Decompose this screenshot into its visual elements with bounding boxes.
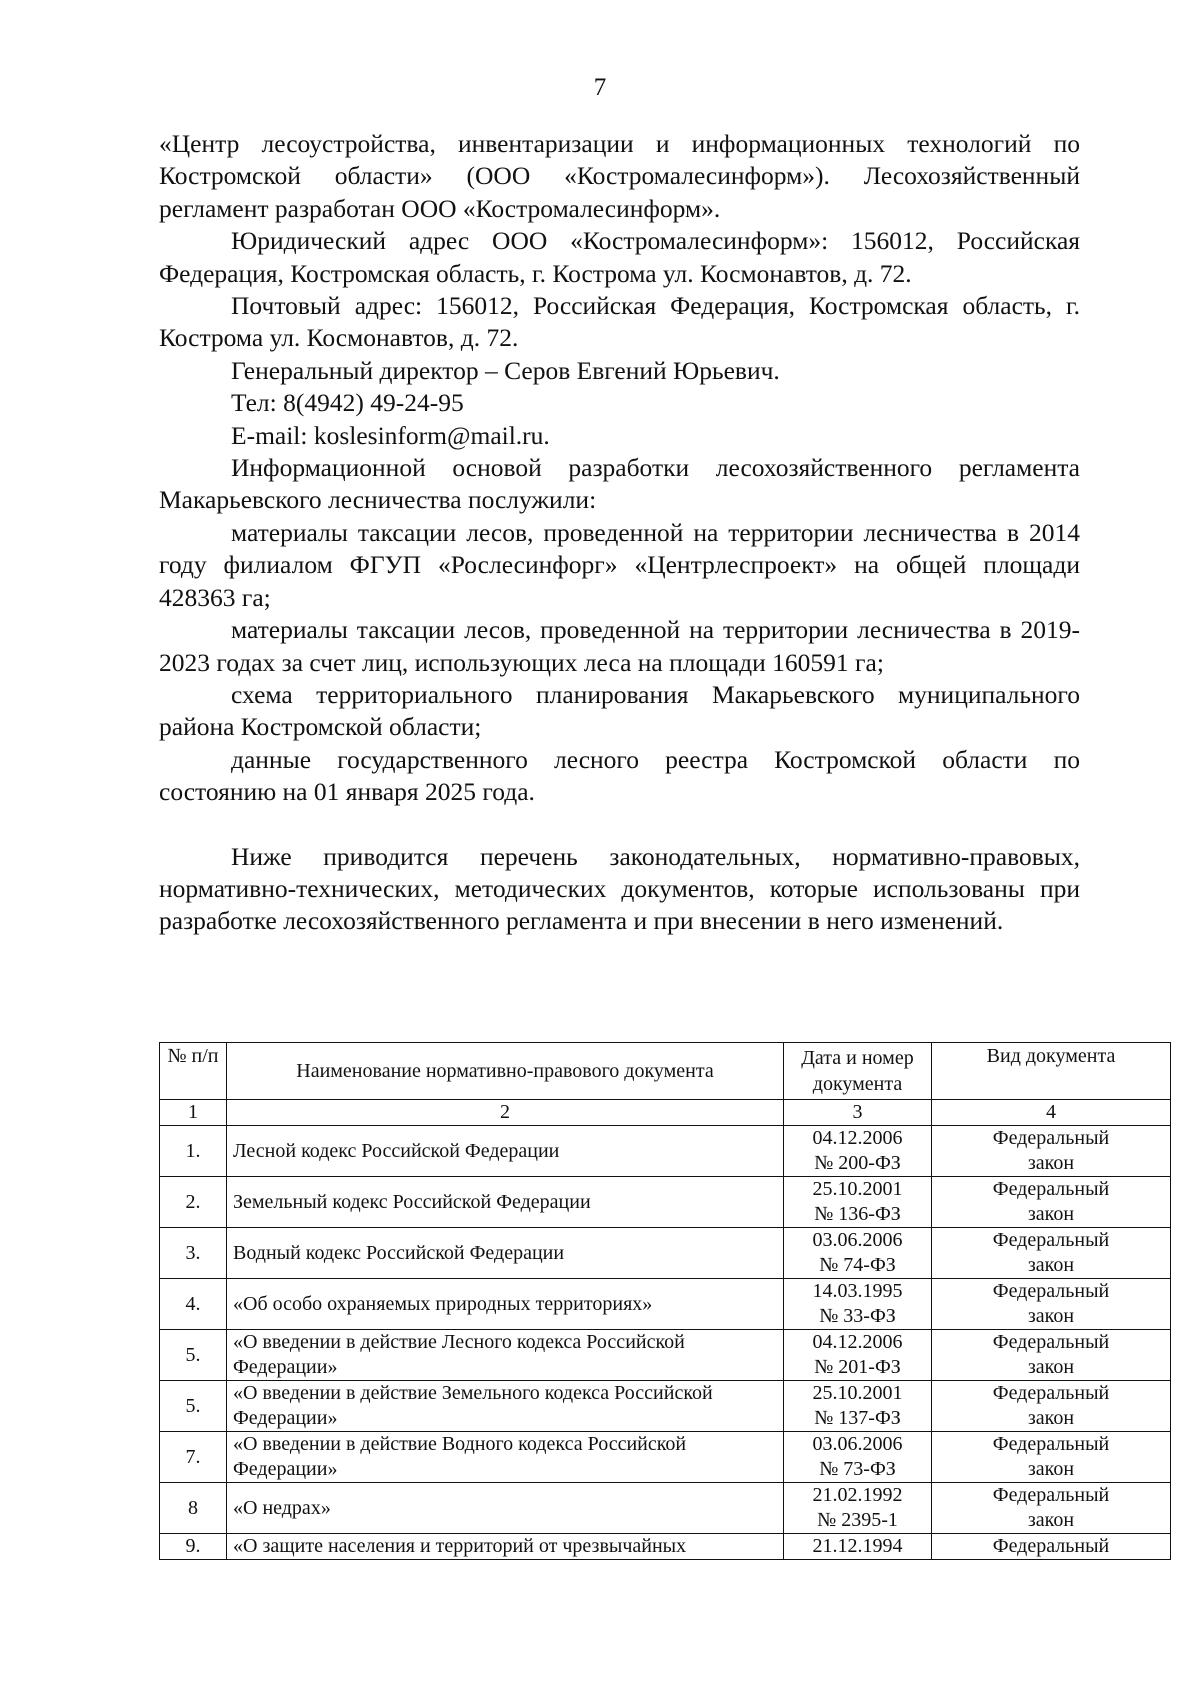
- column-number: 2: [227, 1100, 784, 1126]
- row-doc-number: № 136-ФЗ: [814, 1203, 901, 1225]
- column-number: 3: [784, 1100, 932, 1126]
- row-num: 9.: [160, 1534, 227, 1560]
- row-num: 2.: [160, 1177, 227, 1228]
- paragraph-postal-address: Почтовый адрес: 156012, Российская Федерация, Костромская область, г. Кострома ул. Космонавтов, д. 72.: [159, 291, 1080, 353]
- row-name: Лесной кодекс Российской Федерации: [227, 1126, 784, 1177]
- row-date: 21.02.1992: [812, 1484, 903, 1506]
- paragraph-info-basis: Информационной основой разработки лесохозяйственного регламента Макарьевского лесничества послужили:: [159, 453, 1080, 515]
- row-kind-line: закон: [1027, 1407, 1075, 1429]
- row-kind-line: Федеральный: [992, 1535, 1110, 1557]
- row-name: «О защите населения и территорий от чрезвычайных: [227, 1534, 784, 1560]
- paragraph-director: Генеральный директор – Серов Евгений Юрьевич.: [231, 355, 780, 385]
- table-row: [160, 1381, 1171, 1432]
- row-doc-number: № 200-ФЗ: [814, 1152, 901, 1174]
- row-date-number: [784, 1534, 932, 1560]
- table-row: [160, 1279, 1171, 1330]
- row-date: 21.12.1994: [812, 1535, 903, 1557]
- row-date-number: [784, 1228, 932, 1279]
- row-doc-number: № 2395-1: [817, 1509, 898, 1531]
- row-doc-number: № 33-ФЗ: [819, 1305, 896, 1327]
- row-kind-line: закон: [1027, 1254, 1075, 1276]
- row-kind-line: Федеральный: [992, 1280, 1110, 1302]
- row-num: 5.: [160, 1330, 227, 1381]
- row-date-number: [784, 1126, 932, 1177]
- row-name: Водный кодекс Российской Федерации: [227, 1228, 784, 1279]
- table-row: [160, 1228, 1171, 1279]
- paragraph-organization: «Центр лесоустройства, инвентаризации и информационных технологий по Костромской области» (ООО «Костромалесинформ»). Лесохозяйственный регламент разработан ООО «Костромалесинформ».: [159, 129, 1080, 223]
- row-date: 03.06.2006: [812, 1229, 903, 1251]
- row-kind: [932, 1177, 1171, 1228]
- row-kind-line: Федеральный: [992, 1127, 1110, 1149]
- paragraph-phone: Тел: 8(4942) 49-24-95: [231, 388, 464, 418]
- row-num: 4.: [160, 1279, 227, 1330]
- paragraph-documents-intro: Ниже приводится перечень законодательных, нормативно-правовых, нормативно-технических, методических документов, которые использованы при разработке лесохозяйственного регламента и при внесении в него изменений.: [159, 841, 1080, 936]
- row-kind-line: закон: [1027, 1458, 1075, 1480]
- row-date: 04.12.2006: [812, 1127, 903, 1149]
- table-row: [160, 1483, 1171, 1534]
- header-kind: Вид документа: [932, 1043, 1171, 1100]
- paragraph-legal-address: Юридический адрес ООО «Костромалесинформ»: 156012, Российская Федерация, Костромская область, г. Кострома ул. Космонавтов, д. 72.: [159, 226, 1080, 288]
- row-name: «О введении в действие Водного кодекса Российской Федерации»: [227, 1432, 784, 1483]
- row-kind: [932, 1228, 1171, 1279]
- row-name: Земельный кодекс Российской Федерации: [227, 1177, 784, 1228]
- row-kind-line: закон: [1027, 1509, 1075, 1531]
- column-numbers-row: [160, 1100, 1171, 1126]
- row-doc-number: № 73-ФЗ: [819, 1458, 896, 1480]
- paragraph-forest-registry: данные государственного лесного реестра Костромской области по состоянию на 01 января 2025 года.: [159, 744, 1080, 807]
- paragraph-gap: [159, 809, 1080, 841]
- row-date: 03.06.2006: [812, 1433, 903, 1455]
- header-num: № п/п: [160, 1043, 227, 1100]
- row-date-number: [784, 1177, 932, 1228]
- column-number: 1: [160, 1100, 227, 1126]
- row-kind-line: Федеральный: [992, 1331, 1110, 1353]
- paragraph-email: E-mail: koslesinform@mail.ru.: [231, 420, 550, 450]
- row-kind: [932, 1126, 1171, 1177]
- table-row: [160, 1432, 1171, 1483]
- row-kind-line: Федеральный: [992, 1229, 1110, 1251]
- paragraph-planning-scheme: схема территориального планирования Макарьевского муниципального района Костромской области;: [159, 679, 1080, 742]
- row-kind-line: Федеральный: [992, 1178, 1110, 1200]
- row-kind: [932, 1279, 1171, 1330]
- row-name: «Об особо охраняемых природных территориях»: [227, 1279, 784, 1330]
- row-date-number: [784, 1279, 932, 1330]
- row-date: 25.10.2001: [812, 1178, 903, 1200]
- row-kind-line: закон: [1027, 1305, 1075, 1327]
- row-num: 1.: [160, 1126, 227, 1177]
- row-date: 04.12.2006: [812, 1331, 903, 1353]
- paragraph-taxation-2019: материалы таксации лесов, проведенной на территории лесничества в 2019-2023 годах за счет лиц, использующих леса на площади 160591 га;: [159, 615, 1080, 677]
- row-kind: [932, 1534, 1171, 1560]
- row-num: 5.: [160, 1381, 227, 1432]
- row-date-number: [784, 1330, 932, 1381]
- row-kind-line: Федеральный: [992, 1484, 1110, 1506]
- row-date: 25.10.2001: [812, 1382, 903, 1404]
- column-number: 4: [932, 1100, 1171, 1126]
- row-kind-line: Федеральный: [992, 1433, 1110, 1455]
- row-kind: [932, 1381, 1171, 1432]
- row-doc-number: № 74-ФЗ: [819, 1254, 896, 1276]
- row-num: 3.: [160, 1228, 227, 1279]
- row-doc-number: № 201-ФЗ: [814, 1356, 901, 1378]
- row-kind-line: закон: [1027, 1356, 1075, 1378]
- header-name: Наименование нормативно-правового документа: [227, 1043, 784, 1100]
- table-row: [160, 1177, 1171, 1228]
- row-date: 14.03.1995: [812, 1280, 903, 1302]
- row-name: «О недрах»: [227, 1483, 784, 1534]
- paragraph-taxation-2014: материалы таксации лесов, проведенной на территории лесничества в 2014 году филиалом ФГУП «Рослесинфорг» «Центрлеспроект» на общей площади 428363 га;: [159, 517, 1080, 612]
- row-num: 8: [160, 1483, 227, 1534]
- row-name: «О введении в действие Земельного кодекса Российской Федерации»: [227, 1381, 784, 1432]
- row-kind-line: закон: [1027, 1152, 1075, 1174]
- header-date: Дата и номер документа: [784, 1043, 932, 1100]
- table-header-row: [160, 1043, 1171, 1100]
- row-name: «О введении в действие Лесного кодекса Российской Федерации»: [227, 1330, 784, 1381]
- table-row: [160, 1126, 1171, 1177]
- row-doc-number: № 137-ФЗ: [814, 1407, 901, 1429]
- page-number: 7: [593, 74, 607, 101]
- row-kind: [932, 1330, 1171, 1381]
- table-row: [160, 1330, 1171, 1381]
- row-date-number: [784, 1432, 932, 1483]
- row-kind: [932, 1432, 1171, 1483]
- documents-table: [159, 1042, 1171, 1560]
- row-date-number: [784, 1381, 932, 1432]
- body-text: [159, 128, 1080, 938]
- row-kind-line: Федеральный: [992, 1382, 1110, 1404]
- row-kind-line: закон: [1027, 1203, 1075, 1225]
- row-date-number: [784, 1483, 932, 1534]
- row-kind: [932, 1483, 1171, 1534]
- table-row: [160, 1534, 1171, 1560]
- row-num: 7.: [160, 1432, 227, 1483]
